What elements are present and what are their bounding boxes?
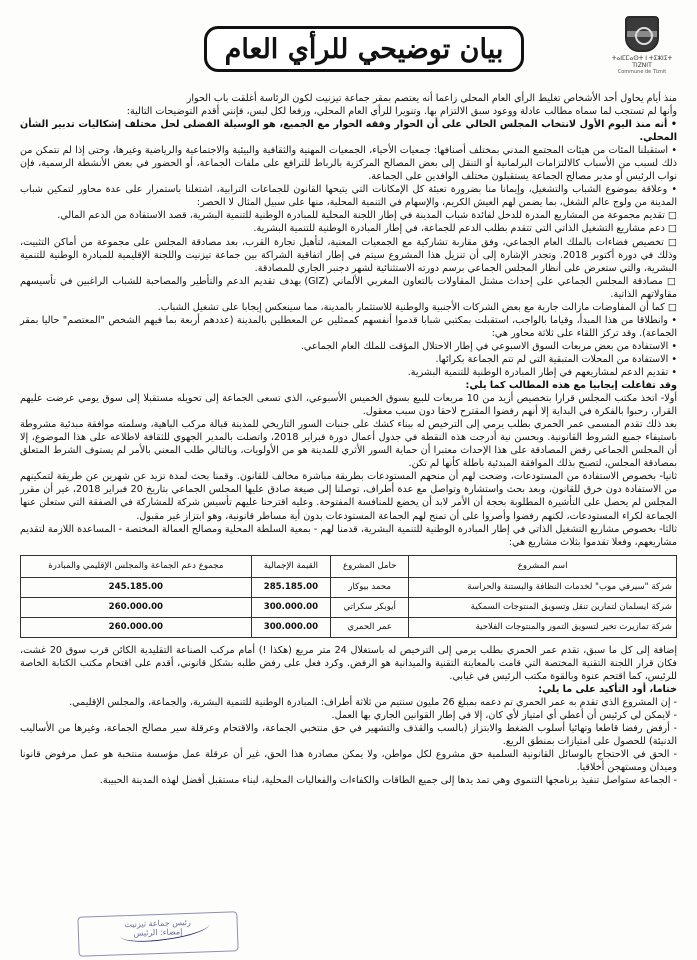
- conclusion-item: - الجماعة ستواصل تنفيذ برنامجها التنموي وهي تمد يدها إلى جميع الطاقات والكفاءات والفعاليات المحلية، لبناء مستقبل أفضل لهذه المدينة الحبيبة.: [99, 775, 677, 787]
- paragraph: • وعلاقة بموضوع الشباب والتشغيل، وإيمانا منا بضرورة تعبئة كل الإمكانات التي يتيحها القانون للجماعات الترابية، اشتغلنا باستمرار على عدة محاور لتمكين شباب المدينة من ولوج عالم الشغل، بما يضمن لهم العيش الكريم، والإسهام في التنمية المحلية، منها على سبيل المثال لا الحصر:: [20, 184, 677, 209]
- list-item: □ كما أن المفاوضات مازالت جارية مع بعض الشركات الأجنبية والوطنية للاستثمار بالمدينة، مما سينعكس إيجابا على تشغيل الشباب.: [157, 301, 677, 313]
- conclusion-item: - الحق في الاحتجاج بالوسائل القانونية السلمية حق مشروع لكل مواطن، ولا يمكن مصادرة هذا الحق، غير أن عرقلة عمل مؤسسة منتخبة هو عمل مرفوض قانونا وميدان ومستهجن أخلاقيا.: [20, 749, 677, 774]
- paragraph: أولا- اتخذ مكتب المجلس قرارا بتخصيص أزيد من 10 مربعات للبيع بسوق الخميس الأسبوعي، الذي تسعى الجماعة إلى تحويله مستقبلا إلى سوق يومي عرضت عليهم القرار، رحبوا بالفكرة في البداية إلا أنهم رفضوا المقترح لاحقا دون سبب معقول.: [20, 393, 677, 418]
- crest-icon: [625, 16, 659, 52]
- paragraph: إضافة إلى كل ما سبق، تقدم عمر الحمري بطلب يرمي إلى الترخيص له باستغلال 24 متر مربع (هكذا !) أمام مركب الصناعة التقليدية الكائن قرب سوق 20 غشت، فكان قرار اللجنة التقنية المختصة التي قامت بالمعاينة التقنية والميدانية هو الرفض. وكرد فعل على رفض طلبه بشكل قانوني، أقدم على اقتحام مكتب الكتابة الخاصة للرئيس، كما اقتحم عنوة وبالقوة مكتب الرئيس في غيابي.: [20, 644, 677, 682]
- conclusion-item: - إن المشروع الذي تقدم به عمر الحمري تم دعمه بمبلغ 26 مليون سنتيم من ثلاثة أطراف: المبادرة الوطنية للتنمية البشرية، والجماعة، والمجلس الإقليمي.: [69, 696, 677, 708]
- document-title: بيان توضيحي للرأي العام: [224, 33, 504, 65]
- table-header-cell: حامل المشروع: [331, 555, 409, 577]
- list-item: • الاستفادة من المحلات المتبقية التي لم تتم الجماعة بكرائها.: [435, 353, 677, 365]
- project-support: 260.000.00: [21, 617, 252, 637]
- projects-table: [20, 555, 677, 638]
- stamp-line: رئيس جماعة تيزنيت: [124, 917, 191, 930]
- paragraph: • وانطلاقا من هذا المبدأ، وقياما بالواجب، استقبلت بمكتبي شبابا قدموا أنفسهم كممثلين عن المعطلين بالمدينة (عددهم أربعة بما فيهم الشخص "المعتصم" حاليا بمقر الجماعة). وقد تركز اللقاء على ثلاثة محاور هي:: [20, 314, 677, 339]
- project-holder: عمر الحمري: [331, 617, 409, 637]
- list-item: □ تقديم مجموعة من المشاريع المدرة للدخل لفائدة شباب المدينة في إطار اللجنة المحلية للمبادرة الوطنية للتنمية البشرية، قصد الاستفادة من الدعم المالي.: [57, 210, 677, 222]
- list-item: □ تخصيص فضاءات بالملك العام الجماعي، وفق مقاربة تشاركية مع الجمعيات المعنية، لتأهيل تجارة القرب، بعد مصادقة المجلس على مجموعة من أماكن التثبيت، وذلك في دورة أكتوبر 2018. وتجدر الإشارة إلى أن تنزيل هذا المشروع سيتم في إطار اتفاقية الشراكة بين جماعة تيزنيت واللجنة الإقليمية للمبادرة الوطنية للتنمية البشرية، والتي ستعرض على أنظار المجلس الجماعي برسم دورته الاستثنائية لشهر دجنبر الجاري للمصادقة.: [20, 236, 677, 274]
- table-header-cell: مجموع دعم الجماعة والمجلس الإقليمي والمبادرة: [21, 555, 252, 577]
- stamp-line: إمضاء: الرئيس: [133, 927, 183, 938]
- logo-line-tiznit: TIZNIT: [632, 62, 652, 69]
- project-name: شركة تمازيرت تخير لتسويق التمور والمنتوجات الفلاحية: [409, 617, 677, 637]
- table-header-cell: القيمة الإجمالية: [251, 555, 330, 577]
- conclusion-item: - لايمكن لي كرئيس أن أعطي أي امتياز لأي كان، إلا في إطار القوانين الجاري بها العمل.: [331, 709, 677, 721]
- project-name: شركة "سيرفي موب" لخدمات النظافة والبستنة والحراسة: [409, 577, 677, 597]
- project-name: شركة ايسلمان لتمارين تنقل وتسويق المنتوجات السمكية: [409, 597, 677, 617]
- paragraph: ثانيا- بخصوص الاستفادة من المستودعات، وضحت لهم أن منحهم المستودعات بطريقة مباشرة مخالف للقانون. وقمنا بحث لمدة تزيد عن شهرين عن طريقة لتمكينهم من الاستفادة دون خرق للقانون، وبعد بحث واستشارة وتواصل مع عدة أطراف، توصلنا إلى صيغة صادق عليها المجلس الجماعي بتاريخ 20 فبراير 2018، غير أن مقرر المجلس لم يحصل على التأشيرة المطلوبة بحجة أن الأمر لابد أن يخضع للمنافسة المفتوحة. وعليه اقترحنا عليهم تأسيس شركة للمشاركة في الصفقة التي ستعلن عنها الجماعة لكراء المستودعات، لكنهم رفضوا وأصروا على أن تمنح لهم الجماعة المستودعات بدون أية مساطر قانونية، وهو ابتزاز غير مقبول.: [20, 471, 677, 522]
- project-holder: محمد بيوكار: [331, 577, 409, 597]
- conclusion-heading: ختاما، أود التأكيد على ما يلي:: [538, 683, 677, 695]
- table-row: [21, 597, 677, 617]
- project-total: 300.000.00: [251, 597, 330, 617]
- section-intro: وقد تفاعلت إيجابيا مع هذه المطالب كما يلي:: [465, 380, 677, 392]
- project-support: 245.185.00: [21, 577, 252, 597]
- list-item: • الاستفادة من بعض مربعات السوق الاسبوعي في إطار الاحتلال المؤقت للملك العام الجماعي.: [300, 340, 677, 352]
- document-body: [20, 92, 677, 787]
- commune-logo: [607, 16, 677, 82]
- table-header-row: [21, 555, 677, 577]
- intro-line: منذ أيام يحاول أحد الأشخاص تغليط الرأي العام المحلي زاعما أنه يعتصم بمقر جماعة تيزنيت لكون الرئاسة أغلقت باب الحوار: [186, 93, 677, 104]
- project-holder: أيوبكر سكراتي: [331, 597, 409, 617]
- intro-line: وأنها لم تستجب لما سماه مطالب عادلة ووعود سبق الالتزام بها. وتنويرا للرأي العام المحلي، ورفعا لكل لبس، فإنني أقدم التوضيحات التالية:: [126, 106, 677, 118]
- table-row: [21, 617, 677, 637]
- title-box: [204, 26, 524, 72]
- list-item: • تقديم الدعم لمشاريعهم في إطار المبادرة الوطنية للتنمية البشرية.: [407, 366, 677, 378]
- logo-line-commune: Commune de Tiznit: [617, 69, 667, 75]
- project-support: 260.000.00: [21, 597, 252, 617]
- paragraph: بعد ذلك تقدم المسمى عمر الحمري بطلب يرمي إلى الترخيص له ببناء كشك على جنبات السور التاريخي للمدينة قبالة مركب الباهية، وسلمته موافقة مبدئية مشروطة باستيفاء جميع الشروط القانونية. وبحسن نية أدرجت هذه النقطة في جدول أعمال دورة فبراير 2018، واتصلت بالمدير الجهوي للثقافة لاطلاعه على هذا الموضوع، إلا أن المجلس الجماعي رفض المصادقة على هذا الإحداث معتبرا أن حماية السور الأثري للمدينة هو من الأولويات، وبالتالي طلب المعني بالأمر لم يستوف الشرط المتعلق بمصادقة المجلس، لتصبح بذلك الموافقة المبدئية باطلة كأنها لم تكن.: [20, 419, 677, 470]
- table-header-cell: اسم المشروع: [409, 555, 677, 577]
- paragraph: • استقبلنا المئات من هيئات المجتمع المدني بمختلف أصنافها: جمعيات الأحياء، الجمعيات المهنية والثقافية والبيئية والاجتماعية والرياضية وغيرها، وحتى إذا لم نتمكن من ذلك لسبب من الأسباب كالالتزامات البرلمانية أو التنقل إلى بعض المصالح المركزية بالرباط للترافع على ملفات الجماعة، أو الحضور في بعض الأنشطة الرسمية، فإن نواب الرئيس أو مدير مصالح الجماعة يستقبلون مختلف الوافدين على الجماعة.: [20, 145, 677, 183]
- project-total: 300.000.00: [251, 617, 330, 637]
- table-row: [21, 577, 677, 597]
- list-item: □ دعم مشاريع التشغيل الذاتي التي تتقدم بطلب الدعم للجماعة، في إطار المبادرة الوطنية للتنمية البشرية.: [253, 223, 677, 235]
- logo-line-tifinagh: ⵜⴰⵏⵎⵎⴰⵙⵜ ⵏ ⵜⵉⵣⵏⵉⵜ: [611, 55, 673, 62]
- project-total: 285.185.00: [251, 577, 330, 597]
- paragraph: ثالثا- بخصوص مشاريع التشغيل الذاتي في إطار المبادرة الوطنية للتنمية البشرية، قدمنا لهم - بمعية السلطة المحلية ومصالح العمالة المختصة - المساعدة اللازمة لتقديم مشاريعهم، وفعلا تقدموا بثلاث مشاريع هي:: [20, 523, 677, 548]
- intro-line: • أنه منذ اليوم الأول لانتخاب المجلس الحالي على أن الحوار وفقه الحوار مع الجميع، هو الوسيلة الفضلى لحل مختلف إشكاليات تدبير الشأن المحلي.: [20, 119, 677, 144]
- list-item: □ مصادقة المجلس الجماعي على إحداث مشتل المقاولات بالتعاون المغربي الألماني (GIZ) بهدف تقديم الدعم والتأطير والمصاحبة للشباب الراغبين في تأسيسهم مقاولاتهم الذاتية.: [20, 275, 677, 300]
- conclusion-item: - أرفض رفضا قاطعا وتهائيا أسلوب الضغط والابتزاز (بالسب والقذف والتشهير في حق منتخبي الجماعة، والاقتحام وعرقلة سير مصالح الجماعة، وغيرها من الأساليب الدنيئة) للحصول على امتيازات بمنطق الريع.: [20, 722, 677, 747]
- header: [14, 14, 683, 86]
